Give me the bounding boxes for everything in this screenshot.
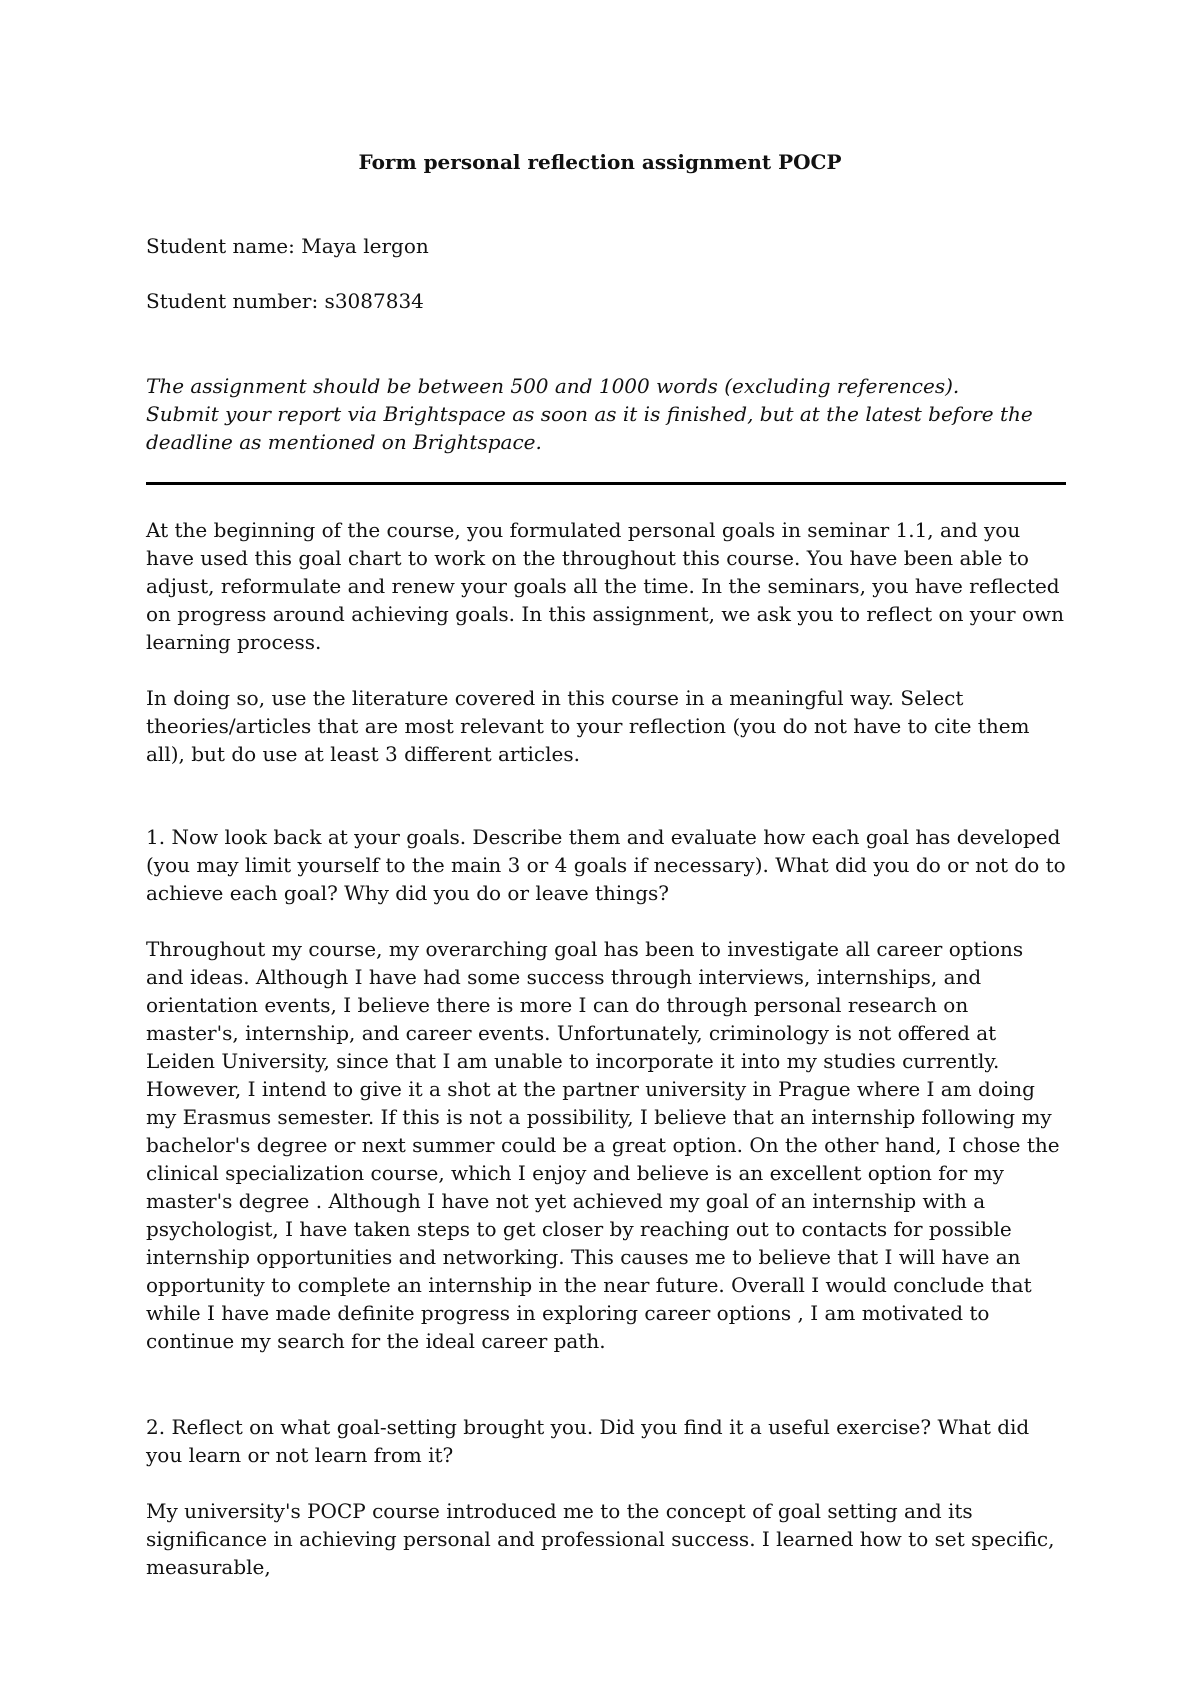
student-name: Student name: Maya lergon (146, 234, 429, 258)
horizontal-divider (146, 482, 1066, 485)
answer-2: My university's POCP course introduced me to the concept of goal setting and its significance in achieving personal and professional success. I learned how to set specific, measurable, (146, 1499, 1055, 1579)
assignment-instructions (146, 372, 1066, 456)
intro-paragraph-goals: At the beginning of the course, you formulated personal goals in seminar 1.1, and you have used this goal chart to work on the throughout this course. You have been able to adjust, reformulate and renew your goals all the time. In the seminars, you have reflected on progress around achieving goals. In this assignment, we ask you to reflect on your own learning process. (146, 518, 1064, 654)
instructions-word-count: The assignment should be between 500 and 1000 words (excluding references). (146, 374, 960, 398)
intro-paragraph-literature: In doing so, use the literature covered in this course in a meaningful way. Select theories/articles that are most relevant to your reflection (you do not have to cite them all), but do use at least 3 different articles. (146, 686, 1030, 766)
instructions-submission: Submit your report via Brightspace as soon as it is finished, but at the latest before the deadline as mentioned on Brightspace. (146, 402, 1033, 454)
answer-1: Throughout my course, my overarching goal has been to investigate all career options and ideas. Although I have had some success through interviews, internships, and orientation events, I believe there is more I can do through personal research on master's, internship, and career events. Unfortunately, criminology is not offered at Leiden University, since that I am unable to incorporate it into my studies currently. However, I intend to give it a shot at the partner university in Prague where I am doing my Erasmus semester. If this is not a possibility, I believe that an internship following my bachelor's degree or next summer could be a great option. On the other hand, I chose the clinical specialization course, which I enjoy and believe is an excellent option for my master's degree . Although I have not yet achieved my goal of an internship with a psychologist, I have taken steps to get closer by reaching out to contacts for possible internship opportunities and networking. This causes me to believe that I will have an opportunity to complete an internship in the near future. Overall I would conclude that while I have made definite progress in exploring career options , I am motivated to continue my search for the ideal career path. (146, 937, 1060, 1353)
student-number: Student number: s3087834 (146, 289, 424, 313)
question-1: 1. Now look back at your goals. Describe them and evaluate how each goal has developed (you may limit yourself to the main 3 or 4 goals if necessary). What did you do or not do to achieve each goal? Why did you do or leave things? (146, 825, 1066, 905)
question-2: 2. Reflect on what goal-setting brought you. Did you find it a useful exercise? What did you learn or not learn from it? (146, 1415, 1030, 1467)
document-title: Form personal reflection assignment POCP (358, 150, 842, 174)
